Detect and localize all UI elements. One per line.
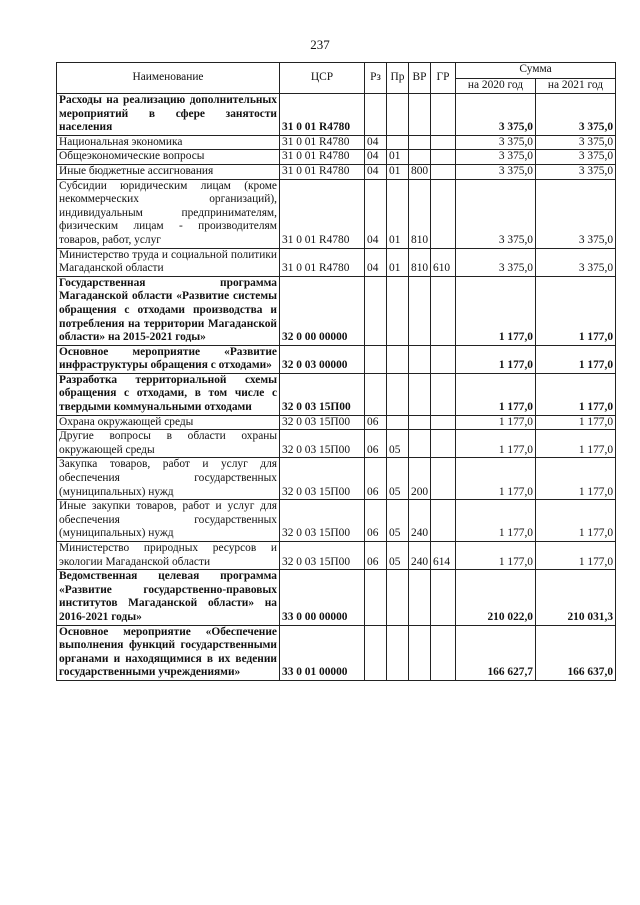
header-sum: Сумма bbox=[456, 63, 616, 79]
row-pr bbox=[387, 625, 409, 680]
row-rz bbox=[365, 570, 387, 625]
row-amount-2021: 1 177,0 bbox=[536, 430, 616, 458]
row-rz: 04 bbox=[365, 150, 387, 165]
row-csr: 31 0 01 R4780 bbox=[280, 94, 365, 136]
row-amount-2020: 1 177,0 bbox=[456, 345, 536, 373]
row-gr bbox=[431, 415, 456, 430]
row-rz: 06 bbox=[365, 415, 387, 430]
row-amount-2021: 1 177,0 bbox=[536, 345, 616, 373]
row-gr bbox=[431, 179, 456, 248]
row-gr bbox=[431, 373, 456, 415]
row-pr: 01 bbox=[387, 248, 409, 276]
row-pr bbox=[387, 373, 409, 415]
row-pr: 01 bbox=[387, 179, 409, 248]
row-gr bbox=[431, 276, 456, 345]
row-amount-2021: 3 375,0 bbox=[536, 164, 616, 179]
row-amount-2021: 166 637,0 bbox=[536, 625, 616, 680]
row-rz: 06 bbox=[365, 430, 387, 458]
row-vr: 800 bbox=[409, 164, 431, 179]
budget-table-body bbox=[57, 94, 616, 681]
row-csr: 33 0 01 00000 bbox=[280, 625, 365, 680]
row-vr: 810 bbox=[409, 179, 431, 248]
row-amount-2020: 3 375,0 bbox=[456, 248, 536, 276]
row-amount-2020: 210 022,0 bbox=[456, 570, 536, 625]
row-amount-2020: 1 177,0 bbox=[456, 276, 536, 345]
table-row bbox=[57, 625, 616, 680]
table-row bbox=[57, 415, 616, 430]
row-vr bbox=[409, 135, 431, 150]
row-amount-2021: 1 177,0 bbox=[536, 276, 616, 345]
row-rz: 04 bbox=[365, 179, 387, 248]
row-gr: 614 bbox=[431, 542, 456, 570]
table-row bbox=[57, 135, 616, 150]
row-name: Ведомственная целевая программа «Развитие государственно-правовых институтов Магаданской области» на 2016-2021 годы» bbox=[57, 570, 280, 625]
header-year-2021: на 2021 год bbox=[536, 78, 616, 94]
row-vr bbox=[409, 373, 431, 415]
row-name: Министерство природных ресурсов и экологии Магаданской области bbox=[57, 542, 280, 570]
row-gr: 610 bbox=[431, 248, 456, 276]
row-csr: 33 0 00 00000 bbox=[280, 570, 365, 625]
row-amount-2020: 1 177,0 bbox=[456, 430, 536, 458]
row-pr bbox=[387, 570, 409, 625]
row-vr: 200 bbox=[409, 458, 431, 500]
header-vr: ВР bbox=[409, 63, 431, 94]
table-row bbox=[57, 500, 616, 542]
row-amount-2020: 166 627,7 bbox=[456, 625, 536, 680]
row-rz: 04 bbox=[365, 248, 387, 276]
row-gr bbox=[431, 570, 456, 625]
row-amount-2020: 1 177,0 bbox=[456, 373, 536, 415]
row-csr: 32 0 03 15П00 bbox=[280, 373, 365, 415]
row-vr: 240 bbox=[409, 542, 431, 570]
row-amount-2021: 1 177,0 bbox=[536, 458, 616, 500]
row-vr bbox=[409, 625, 431, 680]
row-rz bbox=[365, 625, 387, 680]
header-pr: Пр bbox=[387, 63, 409, 94]
row-amount-2021: 3 375,0 bbox=[536, 179, 616, 248]
row-csr: 32 0 00 00000 bbox=[280, 276, 365, 345]
row-csr: 31 0 01 R4780 bbox=[280, 248, 365, 276]
row-amount-2021: 1 177,0 bbox=[536, 415, 616, 430]
row-csr: 31 0 01 R4780 bbox=[280, 135, 365, 150]
page-number: 237 bbox=[310, 37, 330, 52]
row-rz bbox=[365, 373, 387, 415]
row-name: Расходы на реализацию дополнительных мероприятий в сфере занятости населения bbox=[57, 94, 280, 136]
header-csr: ЦСР bbox=[280, 63, 365, 94]
row-amount-2020: 3 375,0 bbox=[456, 135, 536, 150]
table-row bbox=[57, 276, 616, 345]
row-amount-2021: 1 177,0 bbox=[536, 500, 616, 542]
table-row bbox=[57, 373, 616, 415]
row-pr: 01 bbox=[387, 150, 409, 165]
row-amount-2020: 3 375,0 bbox=[456, 150, 536, 165]
row-pr: 01 bbox=[387, 164, 409, 179]
row-amount-2021: 3 375,0 bbox=[536, 248, 616, 276]
row-gr bbox=[431, 458, 456, 500]
row-pr: 05 bbox=[387, 430, 409, 458]
row-name: Министерство труда и социальной политики Магаданской области bbox=[57, 248, 280, 276]
row-gr bbox=[431, 164, 456, 179]
row-rz bbox=[365, 94, 387, 136]
row-gr bbox=[431, 500, 456, 542]
row-pr: 05 bbox=[387, 500, 409, 542]
row-gr bbox=[431, 345, 456, 373]
row-name: Разработка территориальной схемы обращения с отходами, в том числе с твердыми коммунальными отходами bbox=[57, 373, 280, 415]
row-amount-2020: 1 177,0 bbox=[456, 458, 536, 500]
table-row bbox=[57, 570, 616, 625]
row-gr bbox=[431, 430, 456, 458]
row-name: Закупка товаров, работ и услуг для обеспечения государственных (муниципальных) нужд bbox=[57, 458, 280, 500]
row-csr: 31 0 01 R4780 bbox=[280, 179, 365, 248]
row-name: Иные бюджетные ассигнования bbox=[57, 164, 280, 179]
row-vr bbox=[409, 570, 431, 625]
header-year-2020: на 2020 год bbox=[456, 78, 536, 94]
row-amount-2021: 1 177,0 bbox=[536, 542, 616, 570]
table-row bbox=[57, 542, 616, 570]
row-csr: 31 0 01 R4780 bbox=[280, 164, 365, 179]
row-gr bbox=[431, 135, 456, 150]
row-name: Охрана окружающей среды bbox=[57, 415, 280, 430]
row-vr bbox=[409, 415, 431, 430]
row-rz bbox=[365, 345, 387, 373]
row-amount-2021: 3 375,0 bbox=[536, 94, 616, 136]
row-name: Основное мероприятие «Развитие инфраструктуры обращения с отходами» bbox=[57, 345, 280, 373]
row-amount-2020: 1 177,0 bbox=[456, 415, 536, 430]
table-row bbox=[57, 248, 616, 276]
row-amount-2020: 3 375,0 bbox=[456, 179, 536, 248]
row-pr bbox=[387, 345, 409, 373]
row-csr: 32 0 03 15П00 bbox=[280, 500, 365, 542]
row-pr bbox=[387, 94, 409, 136]
table-row bbox=[57, 458, 616, 500]
row-csr: 32 0 03 15П00 bbox=[280, 542, 365, 570]
row-gr bbox=[431, 150, 456, 165]
row-rz: 06 bbox=[365, 500, 387, 542]
row-vr bbox=[409, 430, 431, 458]
row-pr bbox=[387, 276, 409, 345]
header-name: Наименование bbox=[57, 63, 280, 94]
row-csr: 32 0 03 15П00 bbox=[280, 458, 365, 500]
row-gr bbox=[431, 94, 456, 136]
row-pr: 05 bbox=[387, 542, 409, 570]
row-vr bbox=[409, 94, 431, 136]
row-rz bbox=[365, 276, 387, 345]
header-rz: Рз bbox=[365, 63, 387, 94]
row-rz: 06 bbox=[365, 542, 387, 570]
row-rz: 04 bbox=[365, 164, 387, 179]
row-pr bbox=[387, 135, 409, 150]
row-name: Субсидии юридическим лицам (кроме некоммерческих организаций), индивидуальным предпринимателям, физическим лицам - производителям товаров, работ, услуг bbox=[57, 179, 280, 248]
row-amount-2021: 3 375,0 bbox=[536, 150, 616, 165]
row-amount-2021: 210 031,3 bbox=[536, 570, 616, 625]
row-vr bbox=[409, 276, 431, 345]
table-row bbox=[57, 179, 616, 248]
row-amount-2021: 3 375,0 bbox=[536, 135, 616, 150]
row-rz: 06 bbox=[365, 458, 387, 500]
row-amount-2020: 1 177,0 bbox=[456, 542, 536, 570]
row-vr bbox=[409, 345, 431, 373]
table-row bbox=[57, 164, 616, 179]
table-row bbox=[57, 345, 616, 373]
row-name: Государственная программа Магаданской области «Развитие системы обращения с отходами производства и потребления на территории Магаданской области» на 2015-2021 годы» bbox=[57, 276, 280, 345]
row-gr bbox=[431, 625, 456, 680]
row-vr: 810 bbox=[409, 248, 431, 276]
row-name: Другие вопросы в области охраны окружающей среды bbox=[57, 430, 280, 458]
row-csr: 31 0 01 R4780 bbox=[280, 150, 365, 165]
row-csr: 32 0 03 15П00 bbox=[280, 430, 365, 458]
row-vr bbox=[409, 150, 431, 165]
row-name: Общеэкономические вопросы bbox=[57, 150, 280, 165]
row-amount-2021: 1 177,0 bbox=[536, 373, 616, 415]
row-csr: 32 0 03 00000 bbox=[280, 345, 365, 373]
row-csr: 32 0 03 15П00 bbox=[280, 415, 365, 430]
table-row bbox=[57, 430, 616, 458]
row-rz: 04 bbox=[365, 135, 387, 150]
table-row bbox=[57, 94, 616, 136]
table-row bbox=[57, 150, 616, 165]
row-amount-2020: 3 375,0 bbox=[456, 94, 536, 136]
row-name: Основное мероприятие «Обеспечение выполнения функций государственными органами и находящимися в их ведении государственными учреждениями» bbox=[57, 625, 280, 680]
row-pr bbox=[387, 415, 409, 430]
row-pr: 05 bbox=[387, 458, 409, 500]
row-amount-2020: 3 375,0 bbox=[456, 164, 536, 179]
row-name: Иные закупки товаров, работ и услуг для обеспечения государственных (муниципальных) нужд bbox=[57, 500, 280, 542]
budget-table bbox=[56, 62, 616, 681]
header-gr: ГР bbox=[431, 63, 456, 94]
row-vr: 240 bbox=[409, 500, 431, 542]
row-amount-2020: 1 177,0 bbox=[456, 500, 536, 542]
row-name: Национальная экономика bbox=[57, 135, 280, 150]
